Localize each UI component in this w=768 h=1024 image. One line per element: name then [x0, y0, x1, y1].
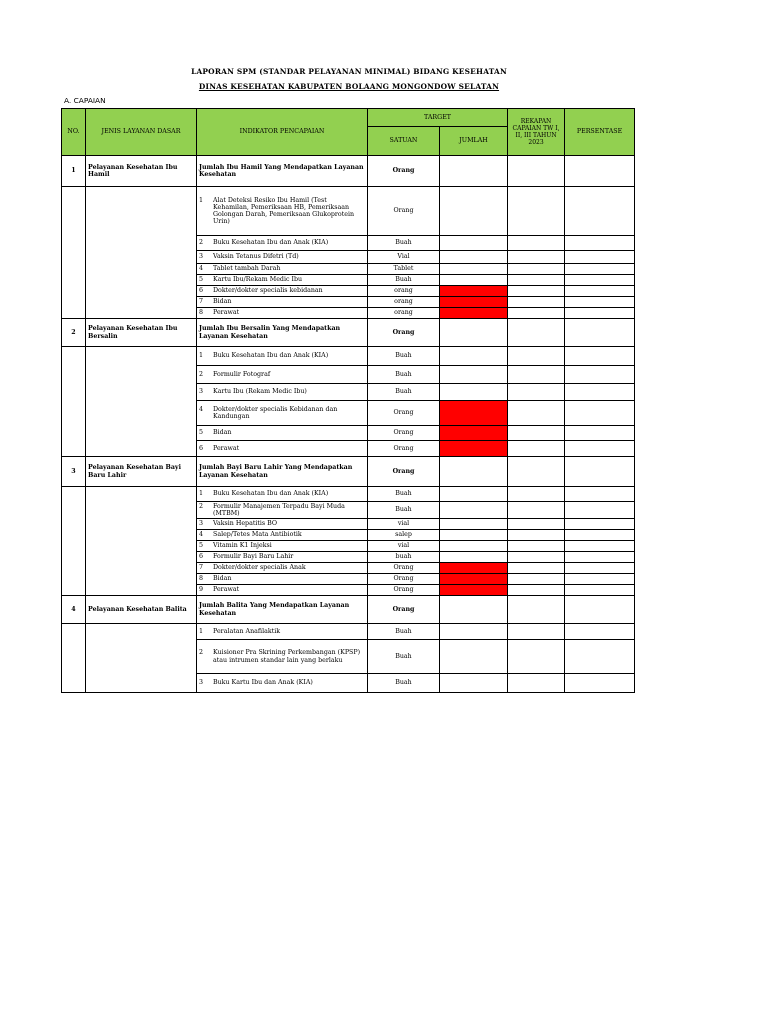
- persentase-cell: [565, 552, 635, 563]
- rekapan-cell: [508, 563, 565, 574]
- persentase-cell: [565, 384, 635, 401]
- jumlah-cell: [440, 251, 508, 264]
- persentase-cell: [565, 347, 635, 366]
- persentase-cell: [565, 541, 635, 552]
- persentase-cell: [565, 187, 635, 236]
- sub-text: Salep/Tetes Mata Antibiotik: [213, 531, 302, 539]
- rekapan-cell: [508, 530, 565, 541]
- sub-unit: Orang: [368, 426, 440, 441]
- header-rekapan: REKAPAN CAPAIAN TW I, II, III TAHUN 2023: [508, 109, 565, 156]
- sub-number: 6: [199, 287, 204, 295]
- table-row: [62, 319, 635, 347]
- header-persentase: PERSENTASE: [565, 109, 635, 156]
- rekapan-cell: [508, 236, 565, 251]
- indicator: Jumlah Ibu Hamil Yang Mendapatkan Layanan Kesehatan: [197, 156, 368, 187]
- sub-unit: Buah: [368, 640, 440, 674]
- sub-text: Kartu Ibu/Rekam Medic Ibu: [213, 276, 303, 284]
- sub-number: 3: [199, 679, 204, 687]
- persentase-cell: [565, 487, 635, 502]
- persentase-cell: [565, 563, 635, 574]
- sub-number: 2: [199, 239, 204, 247]
- unit-cell: Orang: [368, 156, 440, 187]
- highlight-cell: [440, 286, 508, 297]
- persentase-cell: [565, 674, 635, 693]
- jumlah-cell: [440, 487, 508, 502]
- highlight-cell: [440, 563, 508, 574]
- header-indikator: INDIKATOR PENCAPAIAN: [197, 109, 368, 156]
- sub-number: 1: [199, 196, 204, 204]
- header-jenis: JENIS LAYANAN DASAR: [86, 109, 197, 156]
- sub-unit: Buah: [368, 487, 440, 502]
- sub-unit: Buah: [368, 674, 440, 693]
- sub-text: Formulir Manajemen Terpadu Bayi Muda (MTBM): [213, 502, 345, 517]
- sub-unit: Buah: [368, 366, 440, 384]
- unit-cell: Orang: [368, 596, 440, 624]
- sub-text: Perawat: [213, 444, 240, 452]
- highlight-cell: [440, 574, 508, 585]
- persentase-cell: [565, 426, 635, 441]
- sub-indicator: [197, 530, 368, 541]
- sub-indicator: [197, 275, 368, 286]
- service-type: Pelayanan Kesehatan Bayi Baru Lahir: [86, 457, 197, 487]
- row-number: 1: [62, 156, 86, 187]
- service-type: Pelayanan Kesehatan Ibu Bersalin: [86, 319, 197, 347]
- sub-indicator: [197, 640, 368, 674]
- sub-indicator: [197, 251, 368, 264]
- rekapan-cell: [508, 308, 565, 319]
- report-subtitle: DINAS KESEHATAN KABUPATEN BOLAANG MONGONDOW SELATAN: [198, 82, 500, 91]
- sub-unit: Orang: [368, 187, 440, 236]
- sub-text: Dokter/dokter specialis Kebidanan dan Kandungan: [213, 405, 338, 420]
- table-header: [62, 109, 635, 156]
- persentase-cell: [565, 441, 635, 457]
- sub-unit: Buah: [368, 624, 440, 640]
- rekapan-cell: [508, 624, 565, 640]
- rekapan-cell: [508, 297, 565, 308]
- rekapan-cell: [508, 251, 565, 264]
- sub-unit: buah: [368, 552, 440, 563]
- row-number: 2: [62, 319, 86, 347]
- persentase-cell: [565, 574, 635, 585]
- sub-indicator: [197, 347, 368, 366]
- sub-unit: vial: [368, 541, 440, 552]
- persentase-cell: [565, 308, 635, 319]
- rekapan-cell: [508, 366, 565, 384]
- jumlah-cell: [440, 264, 508, 275]
- list-item: [62, 624, 635, 640]
- sub-indicator: [197, 384, 368, 401]
- jumlah-cell: [440, 384, 508, 401]
- empty-type-cell: [86, 487, 197, 596]
- sub-indicator: [197, 674, 368, 693]
- sub-text: Kuisioner Pra Skrining Perkembangan (KPSP) atau intrumen standar lain yang berlaku: [213, 649, 361, 664]
- service-type: Pelayanan Kesehatan Balita: [86, 596, 197, 624]
- sub-number: 5: [199, 276, 204, 284]
- spm-table: [61, 108, 635, 693]
- sub-number: 4: [199, 531, 204, 539]
- sub-indicator: [197, 187, 368, 236]
- rekapan-cell: [508, 574, 565, 585]
- sub-number: 1: [199, 627, 204, 635]
- rekapan-cell: [508, 426, 565, 441]
- rekapan-cell: [508, 487, 565, 502]
- empty-no-cell: [62, 347, 86, 457]
- empty-no-cell: [62, 487, 86, 596]
- sub-number: 6: [199, 553, 204, 561]
- persentase-cell: [565, 640, 635, 674]
- sub-unit: orang: [368, 308, 440, 319]
- sub-text: Bidan: [213, 575, 232, 583]
- sub-indicator: [197, 426, 368, 441]
- report-title: LAPORAN SPM (STANDAR PELAYANAN MINIMAL) BIDANG KESEHATAN: [191, 67, 507, 76]
- highlight-cell: [440, 308, 508, 319]
- sub-unit: orang: [368, 297, 440, 308]
- persentase-cell: [565, 156, 635, 187]
- persentase-cell: [565, 401, 635, 426]
- header-no: NO.: [62, 109, 86, 156]
- sub-indicator: [197, 541, 368, 552]
- sub-text: Buku Kesehatan Ibu dan Anak (KIA): [213, 490, 329, 498]
- rekapan-cell: [508, 441, 565, 457]
- persentase-cell: [565, 519, 635, 530]
- sub-number: 2: [199, 502, 204, 510]
- persentase-cell: [565, 286, 635, 297]
- sub-number: 1: [199, 352, 204, 360]
- sub-number: 3: [199, 520, 204, 528]
- sub-unit: Tablet: [368, 264, 440, 275]
- sub-unit: Orang: [368, 563, 440, 574]
- jumlah-cell: [440, 502, 508, 519]
- sub-indicator: [197, 297, 368, 308]
- persentase-cell: [565, 624, 635, 640]
- jumlah-cell: [440, 366, 508, 384]
- rekapan-cell: [508, 674, 565, 693]
- empty-no-cell: [62, 624, 86, 693]
- rekapan-cell: [508, 384, 565, 401]
- rekapan-cell: [508, 286, 565, 297]
- persentase-cell: [565, 530, 635, 541]
- rekapan-cell: [508, 187, 565, 236]
- rekapan-cell: [508, 156, 565, 187]
- persentase-cell: [565, 596, 635, 624]
- sub-number: 8: [199, 309, 204, 317]
- sub-indicator: [197, 574, 368, 585]
- sub-unit: Orang: [368, 585, 440, 596]
- sub-unit: Buah: [368, 347, 440, 366]
- sub-number: 6: [199, 444, 204, 452]
- sub-indicator: [197, 401, 368, 426]
- sub-number: 7: [199, 298, 204, 306]
- empty-type-cell: [86, 347, 197, 457]
- jumlah-cell: [440, 156, 508, 187]
- sub-number: 7: [199, 564, 204, 572]
- sub-text: Bidan: [213, 298, 232, 306]
- sub-number: 5: [199, 429, 204, 437]
- persentase-cell: [565, 251, 635, 264]
- rekapan-cell: [508, 401, 565, 426]
- sub-number: 4: [199, 405, 204, 413]
- list-item: [62, 487, 635, 502]
- highlight-cell: [440, 585, 508, 596]
- sub-text: Perawat: [213, 586, 240, 594]
- indicator: Jumlah Bayi Baru Lahir Yang Mendapatkan Layanan Kesehatan: [197, 457, 368, 487]
- sub-text: Vaksin Tetanus Difetri (Td): [213, 253, 299, 261]
- table-row: [62, 156, 635, 187]
- persentase-cell: [565, 297, 635, 308]
- sub-text: Dokter/dokter specialis Anak: [213, 564, 306, 572]
- sub-text: Vaksin Hepatitis BO: [213, 520, 278, 528]
- table-body: [62, 156, 635, 693]
- sub-text: Buku Kesehatan Ibu dan Anak (KIA): [213, 352, 329, 360]
- sub-unit: Orang: [368, 441, 440, 457]
- sub-text: Buku Kartu Ibu dan Anak (KIA): [213, 679, 313, 687]
- section-label: A. CAPAIAN: [64, 96, 106, 105]
- persentase-cell: [565, 319, 635, 347]
- sub-text: Buku Kesehatan Ibu dan Anak (KIA): [213, 239, 329, 247]
- jumlah-cell: [440, 347, 508, 366]
- sub-text: Kartu Ibu (Rekam Medic Ibu): [213, 388, 307, 396]
- jumlah-cell: [440, 187, 508, 236]
- unit-cell: Orang: [368, 457, 440, 487]
- jumlah-cell: [440, 596, 508, 624]
- sub-unit: orang: [368, 286, 440, 297]
- row-number: 4: [62, 596, 86, 624]
- jumlah-cell: [440, 541, 508, 552]
- sub-unit: Orang: [368, 401, 440, 426]
- sub-unit: salep: [368, 530, 440, 541]
- rekapan-cell: [508, 541, 565, 552]
- sub-unit: Buah: [368, 236, 440, 251]
- sub-number: 9: [199, 586, 204, 594]
- unit-cell: Orang: [368, 319, 440, 347]
- sub-indicator: [197, 624, 368, 640]
- persentase-cell: [565, 366, 635, 384]
- list-item: [62, 347, 635, 366]
- rekapan-cell: [508, 585, 565, 596]
- sub-indicator: [197, 552, 368, 563]
- sub-number: 8: [199, 575, 204, 583]
- sub-number: 3: [199, 388, 204, 396]
- jumlah-cell: [440, 552, 508, 563]
- persentase-cell: [565, 275, 635, 286]
- highlight-cell: [440, 441, 508, 457]
- sub-indicator: [197, 441, 368, 457]
- sub-unit: Vial: [368, 251, 440, 264]
- sub-number: 2: [199, 649, 204, 657]
- rekapan-cell: [508, 319, 565, 347]
- highlight-cell: [440, 426, 508, 441]
- sub-indicator: [197, 264, 368, 275]
- sub-number: 2: [199, 370, 204, 378]
- sub-indicator: [197, 286, 368, 297]
- persentase-cell: [565, 585, 635, 596]
- jumlah-cell: [440, 319, 508, 347]
- sub-unit: vial: [368, 519, 440, 530]
- rekapan-cell: [508, 264, 565, 275]
- sub-text: Alat Deteksi Resiko Ibu Hamil (Test Kehamilan, Pemeriksaan HB, Pemeriksaan Golongan Darah, Pemeriksaan Glukoprotein Urin): [213, 196, 355, 226]
- sub-unit: Buah: [368, 275, 440, 286]
- sub-indicator: [197, 563, 368, 574]
- sub-indicator: [197, 236, 368, 251]
- empty-no-cell: [62, 187, 86, 319]
- rekapan-cell: [508, 502, 565, 519]
- sub-indicator: [197, 502, 368, 519]
- highlight-cell: [440, 401, 508, 426]
- header-jumlah: JUMLAH: [440, 127, 508, 156]
- persentase-cell: [565, 457, 635, 487]
- sub-text: Formulir Bayi Baru Lahir: [213, 553, 294, 561]
- rekapan-cell: [508, 519, 565, 530]
- sub-indicator: [197, 487, 368, 502]
- empty-type-cell: [86, 624, 197, 693]
- table-row: [62, 457, 635, 487]
- highlight-cell: [440, 297, 508, 308]
- jumlah-cell: [440, 236, 508, 251]
- header-satuan: SATUAN: [368, 127, 440, 156]
- sub-unit: Buah: [368, 502, 440, 519]
- sub-text: Peralatan Anafilaktik: [213, 627, 281, 635]
- sub-indicator: [197, 519, 368, 530]
- sub-text: Formulir Fotograf: [213, 370, 271, 378]
- sub-text: Vitamin K1 Injeksi: [213, 542, 272, 550]
- persentase-cell: [565, 502, 635, 519]
- row-number: 3: [62, 457, 86, 487]
- jumlah-cell: [440, 674, 508, 693]
- jumlah-cell: [440, 457, 508, 487]
- sub-number: 3: [199, 253, 204, 261]
- sub-unit: Buah: [368, 384, 440, 401]
- rekapan-cell: [508, 457, 565, 487]
- rekapan-cell: [508, 275, 565, 286]
- header-target: TARGET: [368, 109, 508, 127]
- sub-indicator: [197, 308, 368, 319]
- jumlah-cell: [440, 640, 508, 674]
- sub-text: Bidan: [213, 429, 232, 437]
- indicator: Jumlah Balita Yang Mendapatkan Layanan Kesehatan: [197, 596, 368, 624]
- jumlah-cell: [440, 275, 508, 286]
- jumlah-cell: [440, 624, 508, 640]
- sub-indicator: [197, 366, 368, 384]
- sub-indicator: [197, 585, 368, 596]
- persentase-cell: [565, 236, 635, 251]
- sub-text: Perawat: [213, 309, 240, 317]
- sub-unit: Orang: [368, 574, 440, 585]
- rekapan-cell: [508, 552, 565, 563]
- sub-text: Tablet tambah Darah: [213, 265, 281, 273]
- table-row: [62, 596, 635, 624]
- sub-number: 4: [199, 265, 204, 273]
- sub-text: Dokter/dokter specialis kebidanan: [213, 287, 323, 295]
- indicator: Jumlah Ibu Bersalin Yang Mendapatkan Layanan Kesehatan: [197, 319, 368, 347]
- jumlah-cell: [440, 530, 508, 541]
- rekapan-cell: [508, 596, 565, 624]
- sub-number: 5: [199, 542, 204, 550]
- rekapan-cell: [508, 640, 565, 674]
- persentase-cell: [565, 264, 635, 275]
- service-type: Pelayanan Kesehatan Ibu Hamil: [86, 156, 197, 187]
- jumlah-cell: [440, 519, 508, 530]
- list-item: [62, 187, 635, 236]
- rekapan-cell: [508, 347, 565, 366]
- sub-number: 1: [199, 490, 204, 498]
- empty-type-cell: [86, 187, 197, 319]
